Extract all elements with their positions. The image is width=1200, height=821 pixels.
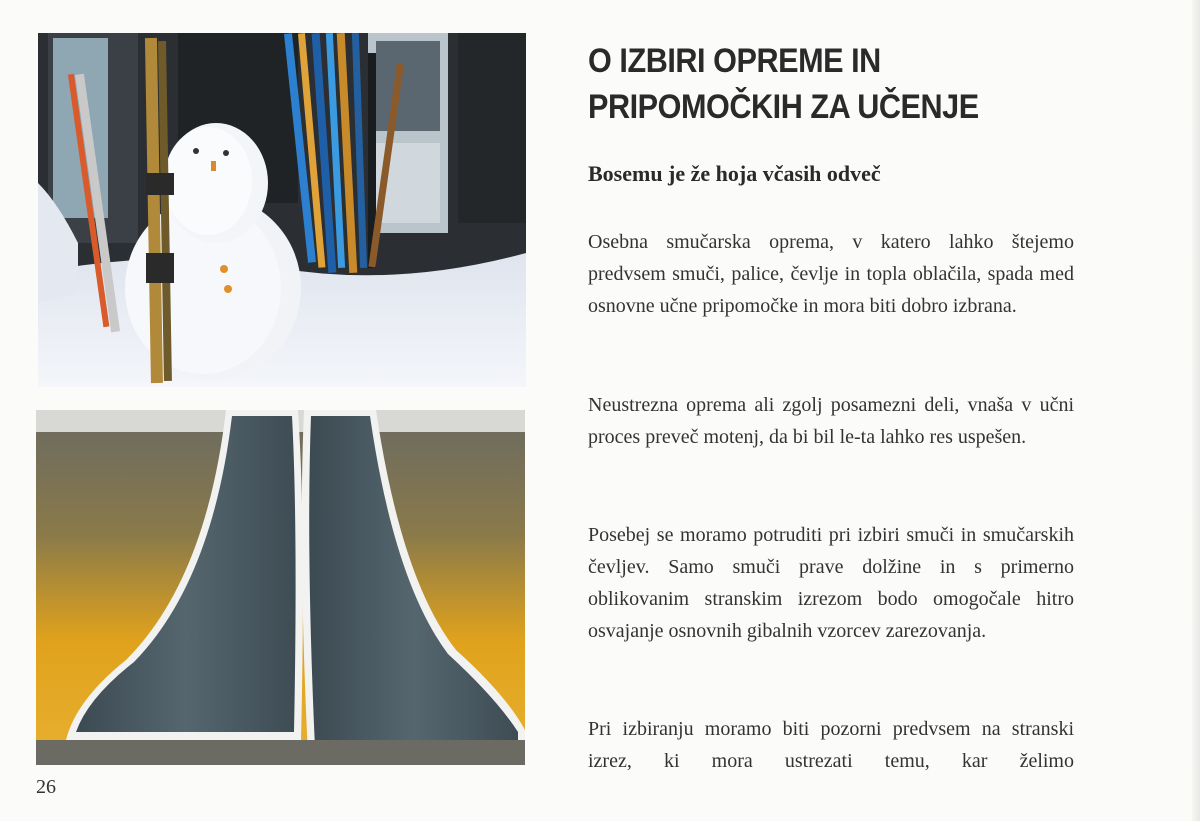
ski-tips-icon [36,410,525,765]
paragraph-1: Osebna smučarska oprema, v katero lahko štejemo predvsem smuči, palice, čevlje in topla oblačila, spada med osnovne učne pripomočke in mora biti dobro izbrana. [588,231,1074,317]
ski-tips-photo [36,410,525,765]
section-subheading: Bosemu je že hoja včasih odveč [588,161,881,186]
page-heading: O IZBIRI OPREME IN PRIPOMOČKIH ZA UČENJE [588,42,979,126]
paragraph-2: Neustrezna oprema ali zgolj posamezni deli, vnaša v učni proces preveč motenj, da bi bil le-ta lahko res uspešen. [588,394,1074,448]
paragraph-4: Pri izbiranju moramo biti pozorni predvsem na stranski izrez, ki mora ustrezati temu, kar želimo [588,718,1074,772]
page-edge-shadow [1192,0,1200,821]
paragraph-3: Posebej se moramo potruditi pri izbiri smuči in smučarskih čevljev. Samo smuči prave dolžine in s primerno oblikovanim stranskim izrezom bodo omogočale hitro osvajanje osnovnih gibalnih vzorcev zarezovanja. [588,524,1074,642]
snowman-photo [38,33,526,387]
snowman-with-skis-icon [38,33,526,387]
page-number: 26 [36,776,56,798]
